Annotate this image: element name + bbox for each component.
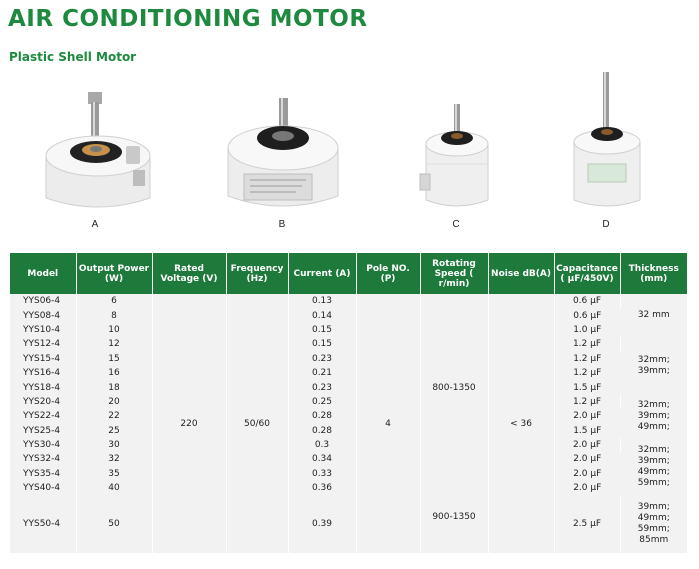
header-model: Model xyxy=(10,253,76,294)
cell-model: YYS16-4 xyxy=(10,366,76,380)
cell-frequency: 50/60 xyxy=(226,294,288,553)
thickness-line: 39mm; xyxy=(637,365,670,376)
cell-current: 0.15 xyxy=(288,323,356,337)
cell-current: 0.14 xyxy=(288,308,356,322)
cell-capacitance: 1.2 μF xyxy=(554,395,620,409)
cell-current: 0.23 xyxy=(288,352,356,366)
thickness-line: 32mm; xyxy=(637,399,670,410)
cell-model: YYS30-4 xyxy=(10,438,76,452)
thickness-line: 32mm; xyxy=(637,444,670,455)
cell-power: 10 xyxy=(76,323,152,337)
header-current: Current (A) xyxy=(288,253,356,294)
cell-current: 0.36 xyxy=(288,481,356,495)
cell-power: 32 xyxy=(76,452,152,466)
cell-current: 0.33 xyxy=(288,467,356,481)
cell-capacitance: 2.0 μF xyxy=(554,467,620,481)
cell-capacitance: 1.0 μF xyxy=(554,323,620,337)
cell-thickness xyxy=(620,294,687,337)
header-capacitance: Capacitance ( μF/450V) xyxy=(554,253,620,294)
cell-model: YYS06-4 xyxy=(10,294,76,308)
page-title: AIR CONDITIONING MOTOR xyxy=(8,6,368,32)
cell-thickness xyxy=(620,395,687,438)
cell-model: YYS15-4 xyxy=(10,352,76,366)
cell-capacitance: 1.2 μF xyxy=(554,337,620,351)
header-rotating-speed: Rotating Speed ( r/min) xyxy=(420,253,488,294)
cell-current: 0.25 xyxy=(288,395,356,409)
page-subtitle: Plastic Shell Motor xyxy=(9,50,137,64)
header-thickness: Thickness (mm) xyxy=(620,253,687,294)
cell-model: YYS25-4 xyxy=(10,424,76,438)
cell-power: 50 xyxy=(76,495,152,553)
cell-model: YYS18-4 xyxy=(10,380,76,394)
table-row xyxy=(10,495,687,553)
cell-power: 12 xyxy=(76,337,152,351)
cell-current: 0.28 xyxy=(288,424,356,438)
table-row xyxy=(10,438,687,452)
motor-c-image xyxy=(414,104,500,214)
cell-model: YYS50-4 xyxy=(10,495,76,553)
cell-model: YYS35-4 xyxy=(10,467,76,481)
cell-power: 35 xyxy=(76,467,152,481)
cell-rated-voltage: 220 xyxy=(152,294,226,553)
table-row xyxy=(10,352,687,366)
table-header-row xyxy=(10,253,687,294)
cell-model: YYS20-4 xyxy=(10,395,76,409)
cell-thickness xyxy=(620,337,687,395)
table-row xyxy=(10,395,687,409)
cell-capacitance: 1.2 μF xyxy=(554,366,620,380)
table-row xyxy=(10,337,687,351)
cell-capacitance: 2.0 μF xyxy=(554,452,620,466)
motor-b-label: B xyxy=(278,219,286,230)
cell-capacitance: 2.0 μF xyxy=(554,438,620,452)
cell-power: 6 xyxy=(76,294,152,308)
cell-capacitance: 2.0 μF xyxy=(554,409,620,423)
cell-capacitance: 2.5 μF xyxy=(554,495,620,553)
motor-b-image xyxy=(222,96,344,218)
cell-current: 0.23 xyxy=(288,380,356,394)
cell-power: 25 xyxy=(76,424,152,438)
cell-current: 0.34 xyxy=(288,452,356,466)
cell-model: YYS40-4 xyxy=(10,481,76,495)
table-row xyxy=(10,481,687,495)
cell-speed: 800-1350 xyxy=(420,294,488,481)
thickness-line: 49mm; xyxy=(637,421,670,432)
cell-capacitance: 0.6 μF xyxy=(554,294,620,308)
thickness-line: 39mm; xyxy=(637,502,670,513)
thickness-line: 49mm; xyxy=(637,466,670,477)
cell-current: 0.15 xyxy=(288,337,356,351)
motor-c-label: C xyxy=(452,219,460,230)
cell-capacitance: 1.2 μF xyxy=(554,352,620,366)
thickness-line: 32 mm xyxy=(637,310,670,321)
header-noise: Noise dB(A) xyxy=(488,253,554,294)
cell-noise: < 36 xyxy=(488,294,554,553)
cell-power: 18 xyxy=(76,380,152,394)
thickness-line: 59mm; xyxy=(637,477,670,488)
thickness-line: 39mm; xyxy=(637,455,670,466)
cell-power: 20 xyxy=(76,395,152,409)
cell-current: 0.3 xyxy=(288,438,356,452)
cell-power: 22 xyxy=(76,409,152,423)
cell-thickness xyxy=(620,495,687,553)
thickness-line: 59mm; xyxy=(637,524,670,535)
table-row xyxy=(10,308,687,322)
motor-d-image xyxy=(568,72,646,214)
cell-current: 0.39 xyxy=(288,495,356,553)
table-row xyxy=(10,366,687,380)
cell-thickness xyxy=(620,438,687,496)
header-frequency: Frequency (Hz) xyxy=(226,253,288,294)
table-row xyxy=(10,380,687,394)
thickness-line: 49mm; xyxy=(637,513,670,524)
cell-current: 0.21 xyxy=(288,366,356,380)
cell-power: 40 xyxy=(76,481,152,495)
cell-power: 30 xyxy=(76,438,152,452)
cell-pole: 4 xyxy=(356,294,420,553)
cell-power: 16 xyxy=(76,366,152,380)
motor-a-label: A xyxy=(91,219,99,230)
cell-model: YYS12-4 xyxy=(10,337,76,351)
thickness-line: 32mm; xyxy=(637,354,670,365)
table-row xyxy=(10,323,687,337)
table-row xyxy=(10,452,687,466)
table-row xyxy=(10,467,687,481)
cell-model: YYS08-4 xyxy=(10,308,76,322)
header-rated-voltage: Rated Voltage (V) xyxy=(152,253,226,294)
table-row xyxy=(10,294,687,308)
cell-current: 0.13 xyxy=(288,294,356,308)
cell-power: 15 xyxy=(76,352,152,366)
header-pole: Pole NO. (P) xyxy=(356,253,420,294)
cell-capacitance: 1.5 μF xyxy=(554,380,620,394)
cell-model: YYS22-4 xyxy=(10,409,76,423)
cell-model: YYS32-4 xyxy=(10,452,76,466)
cell-capacitance: 0.6 μF xyxy=(554,308,620,322)
cell-current: 0.28 xyxy=(288,409,356,423)
table-row xyxy=(10,409,687,423)
motor-d-label: D xyxy=(602,219,610,230)
cell-capacitance: 2.0 μF xyxy=(554,481,620,495)
cell-speed: 900-1350 xyxy=(420,481,488,553)
thickness-line: 85mm xyxy=(639,535,669,546)
cell-model: YYS10-4 xyxy=(10,323,76,337)
cell-power: 8 xyxy=(76,308,152,322)
cell-capacitance: 1.5 μF xyxy=(554,424,620,438)
table-row xyxy=(10,424,687,438)
header-output-power: Output Power (W) xyxy=(76,253,152,294)
motor-a-image xyxy=(38,90,158,218)
spec-table xyxy=(10,253,687,553)
thickness-line: 39mm; xyxy=(637,410,670,421)
